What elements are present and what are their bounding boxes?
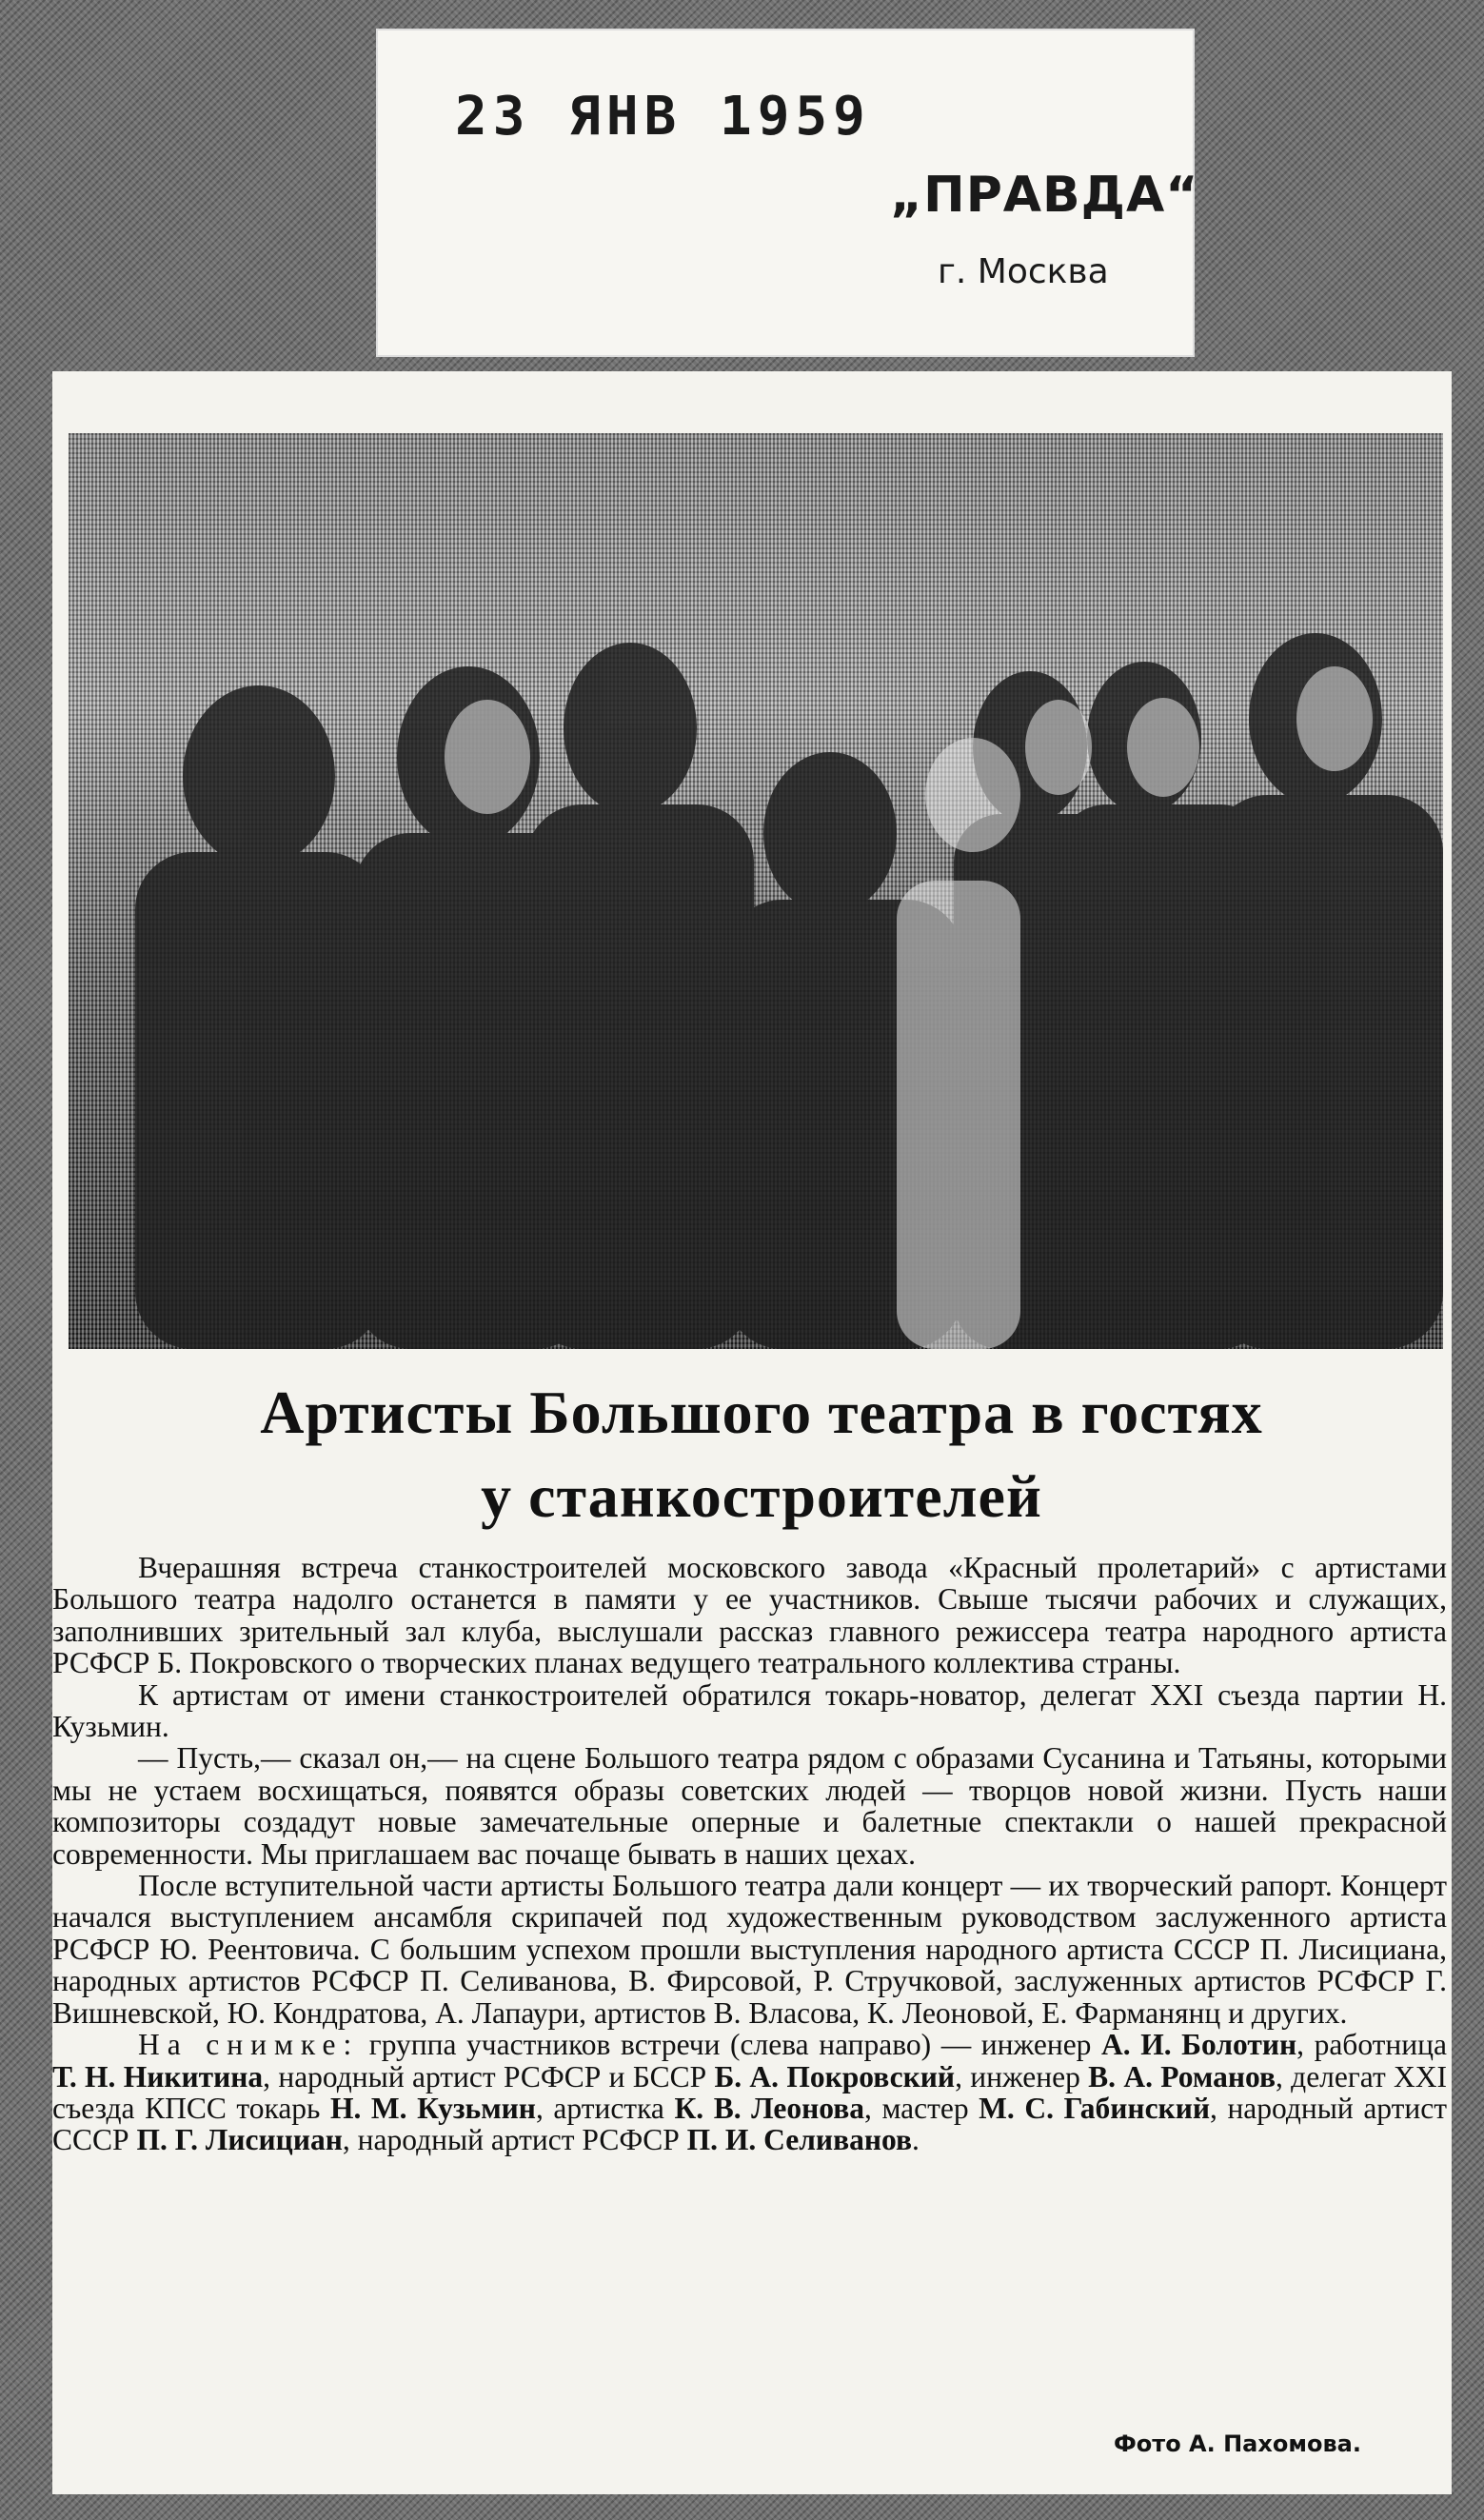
group-photo — [69, 433, 1443, 1349]
stamp-newspaper-name: „ПРАВДА“ — [890, 167, 1199, 224]
stamp-date: 23 ЯНВ 1959 — [455, 86, 871, 148]
caption-lead: На снимке: — [138, 2028, 360, 2062]
paragraph: К артистам от имени станкостроителей обратился токарь-новатор, делегат XXI съезда партии Н. Кузьмин. — [52, 1677, 1447, 1744]
caption-text: , народный артист РСФСР и БССР — [263, 2059, 715, 2093]
article-body — [52, 1552, 1447, 2156]
paragraph: — Пусть,— сказал он,— на сцене Большого театра рядом с образами Сусанина и Татьяны, которыми мы не устаем восхищаться, появятся образы советских людей — творцов новой жизни. Пусть наши композиторы создадут новые замечательные оперные и балетные спектакли о нашей прекрасной современности. Мы приглашаем вас почаще бывать в наших цехах. — [52, 1741, 1447, 1871]
stamp-city: г. Москва — [938, 252, 1109, 291]
headline-line-2: у станкостроителей — [481, 1462, 1042, 1530]
caption-person-name: П. Г. Лисициан — [136, 2123, 343, 2157]
photo-credit: Фото А. Пахомова. — [1114, 2431, 1361, 2457]
caption-person-name: К. В. Леонова — [674, 2091, 865, 2125]
headline-line-1: Артисты Большого театра в гостях — [260, 1379, 1263, 1446]
caption-text: , народный артист СССР — [52, 2091, 1448, 2157]
caption-text: , мастер — [864, 2091, 979, 2125]
caption-person-name: М. С. Габинский — [979, 2091, 1211, 2125]
group-photo-icon — [69, 433, 1443, 1349]
caption-text: , инженер — [955, 2059, 1089, 2093]
article-headline — [86, 1371, 1437, 1538]
caption-person-name: Н. М. Кузьмин — [329, 2091, 536, 2125]
caption-text: . — [911, 2123, 920, 2157]
caption-text: , народный артист РСФСР — [342, 2123, 687, 2157]
caption-text: , артистка — [535, 2091, 675, 2125]
caption-person-name: Т. Н. Никитина — [52, 2059, 264, 2093]
caption-text: , делегат XXI съезда КПСС токарь — [52, 2059, 1448, 2125]
paragraph: После вступительной части артисты Большого театра дали концерт — их творческий рапорт. Концерт начался выступлением ансамбля скрипачей под художественным руководством заслуженного артиста РСФСР Ю. Реентовича. С большим успехом прошли выступления народного артиста СССР П. Лисициана, народных артистов РСФСР П. Селиванова, В. Фирсовой, Р. Стручковой, заслуженных артистов РСФСР Г. Вишневской, Ю. Кондратова, А. Лапаури, артистов В. Власова, К. Леоновой, Е. Фарманянц и других. — [52, 1869, 1447, 2030]
caption-person-name: Б. А. Покровский — [714, 2059, 956, 2093]
paragraph: Вчерашняя встреча станкостроителей московского завода «Красный пролетарий» с артистами Большого театра надолго останется в памяти у ее участников. Свыше тысячи рабочих и служащих, заполнивших зрительный зал клуба, выслушали рассказ главного режиссера театра народного артиста РСФСР Б. Покровского о творческих планах ведущего театрального коллектива страны. — [52, 1551, 1447, 1680]
photo-caption — [52, 2029, 1447, 2156]
caption-person-name: В. А. Романов — [1088, 2059, 1276, 2093]
caption-text: группа участников встречи (слева направо) — инженер — [359, 2028, 1102, 2062]
caption-person-name: А. И. Болотин — [1101, 2028, 1297, 2062]
caption-text: , работница — [1296, 2028, 1447, 2062]
caption-person-name: П. И. Селиванов — [686, 2123, 912, 2157]
